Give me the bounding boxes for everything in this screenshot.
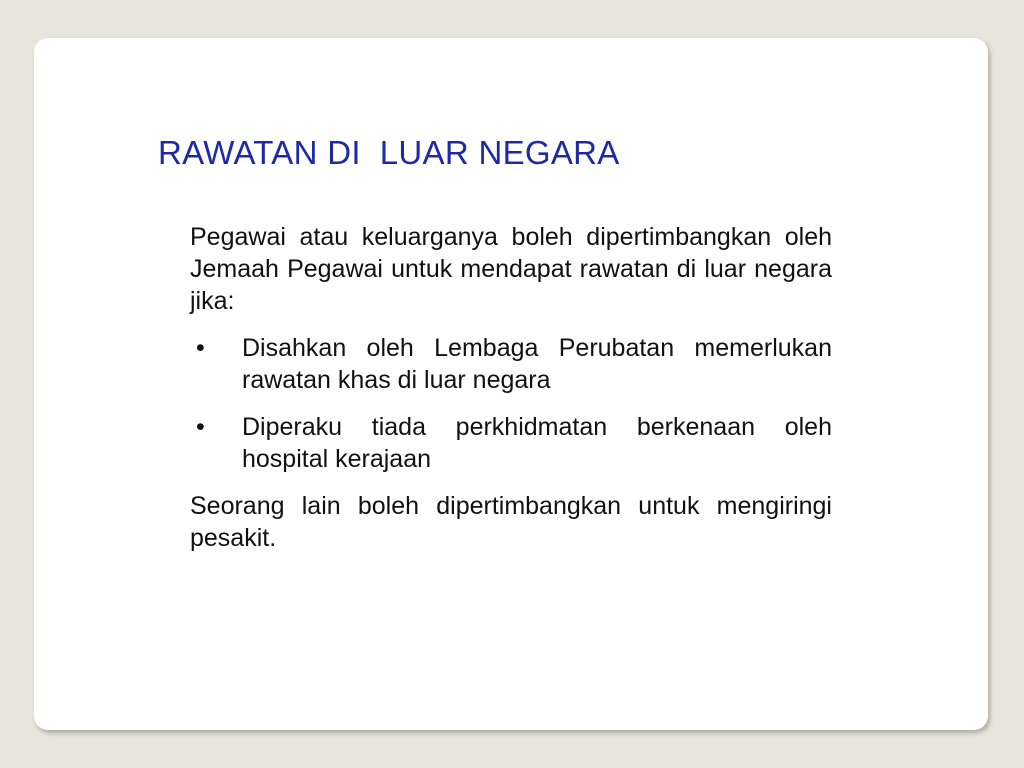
slide-body bbox=[190, 221, 832, 554]
bullet-icon: • bbox=[196, 413, 205, 441]
bullet-list bbox=[190, 332, 832, 475]
intro-paragraph: Pegawai atau keluarganya boleh dipertimbangkan oleh Jemaah Pegawai untuk mendapat rawatan di luar negara jika: bbox=[190, 223, 832, 315]
bullet-item bbox=[190, 332, 832, 396]
bullet-text: Diperaku tiada perkhidmatan berkenaan oleh hospital kerajaan bbox=[242, 413, 832, 473]
bullet-icon: • bbox=[196, 334, 205, 362]
closing-paragraph: Seorang lain boleh dipertimbangkan untuk mengiringi pesakit. bbox=[190, 492, 832, 552]
slide-title: RAWATAN DI LUAR NEGARA bbox=[158, 134, 620, 171]
slide-card bbox=[34, 38, 988, 730]
bullet-item bbox=[190, 411, 832, 475]
bullet-text: Disahkan oleh Lembaga Perubatan memerlukan rawatan khas di luar negara bbox=[242, 334, 832, 394]
